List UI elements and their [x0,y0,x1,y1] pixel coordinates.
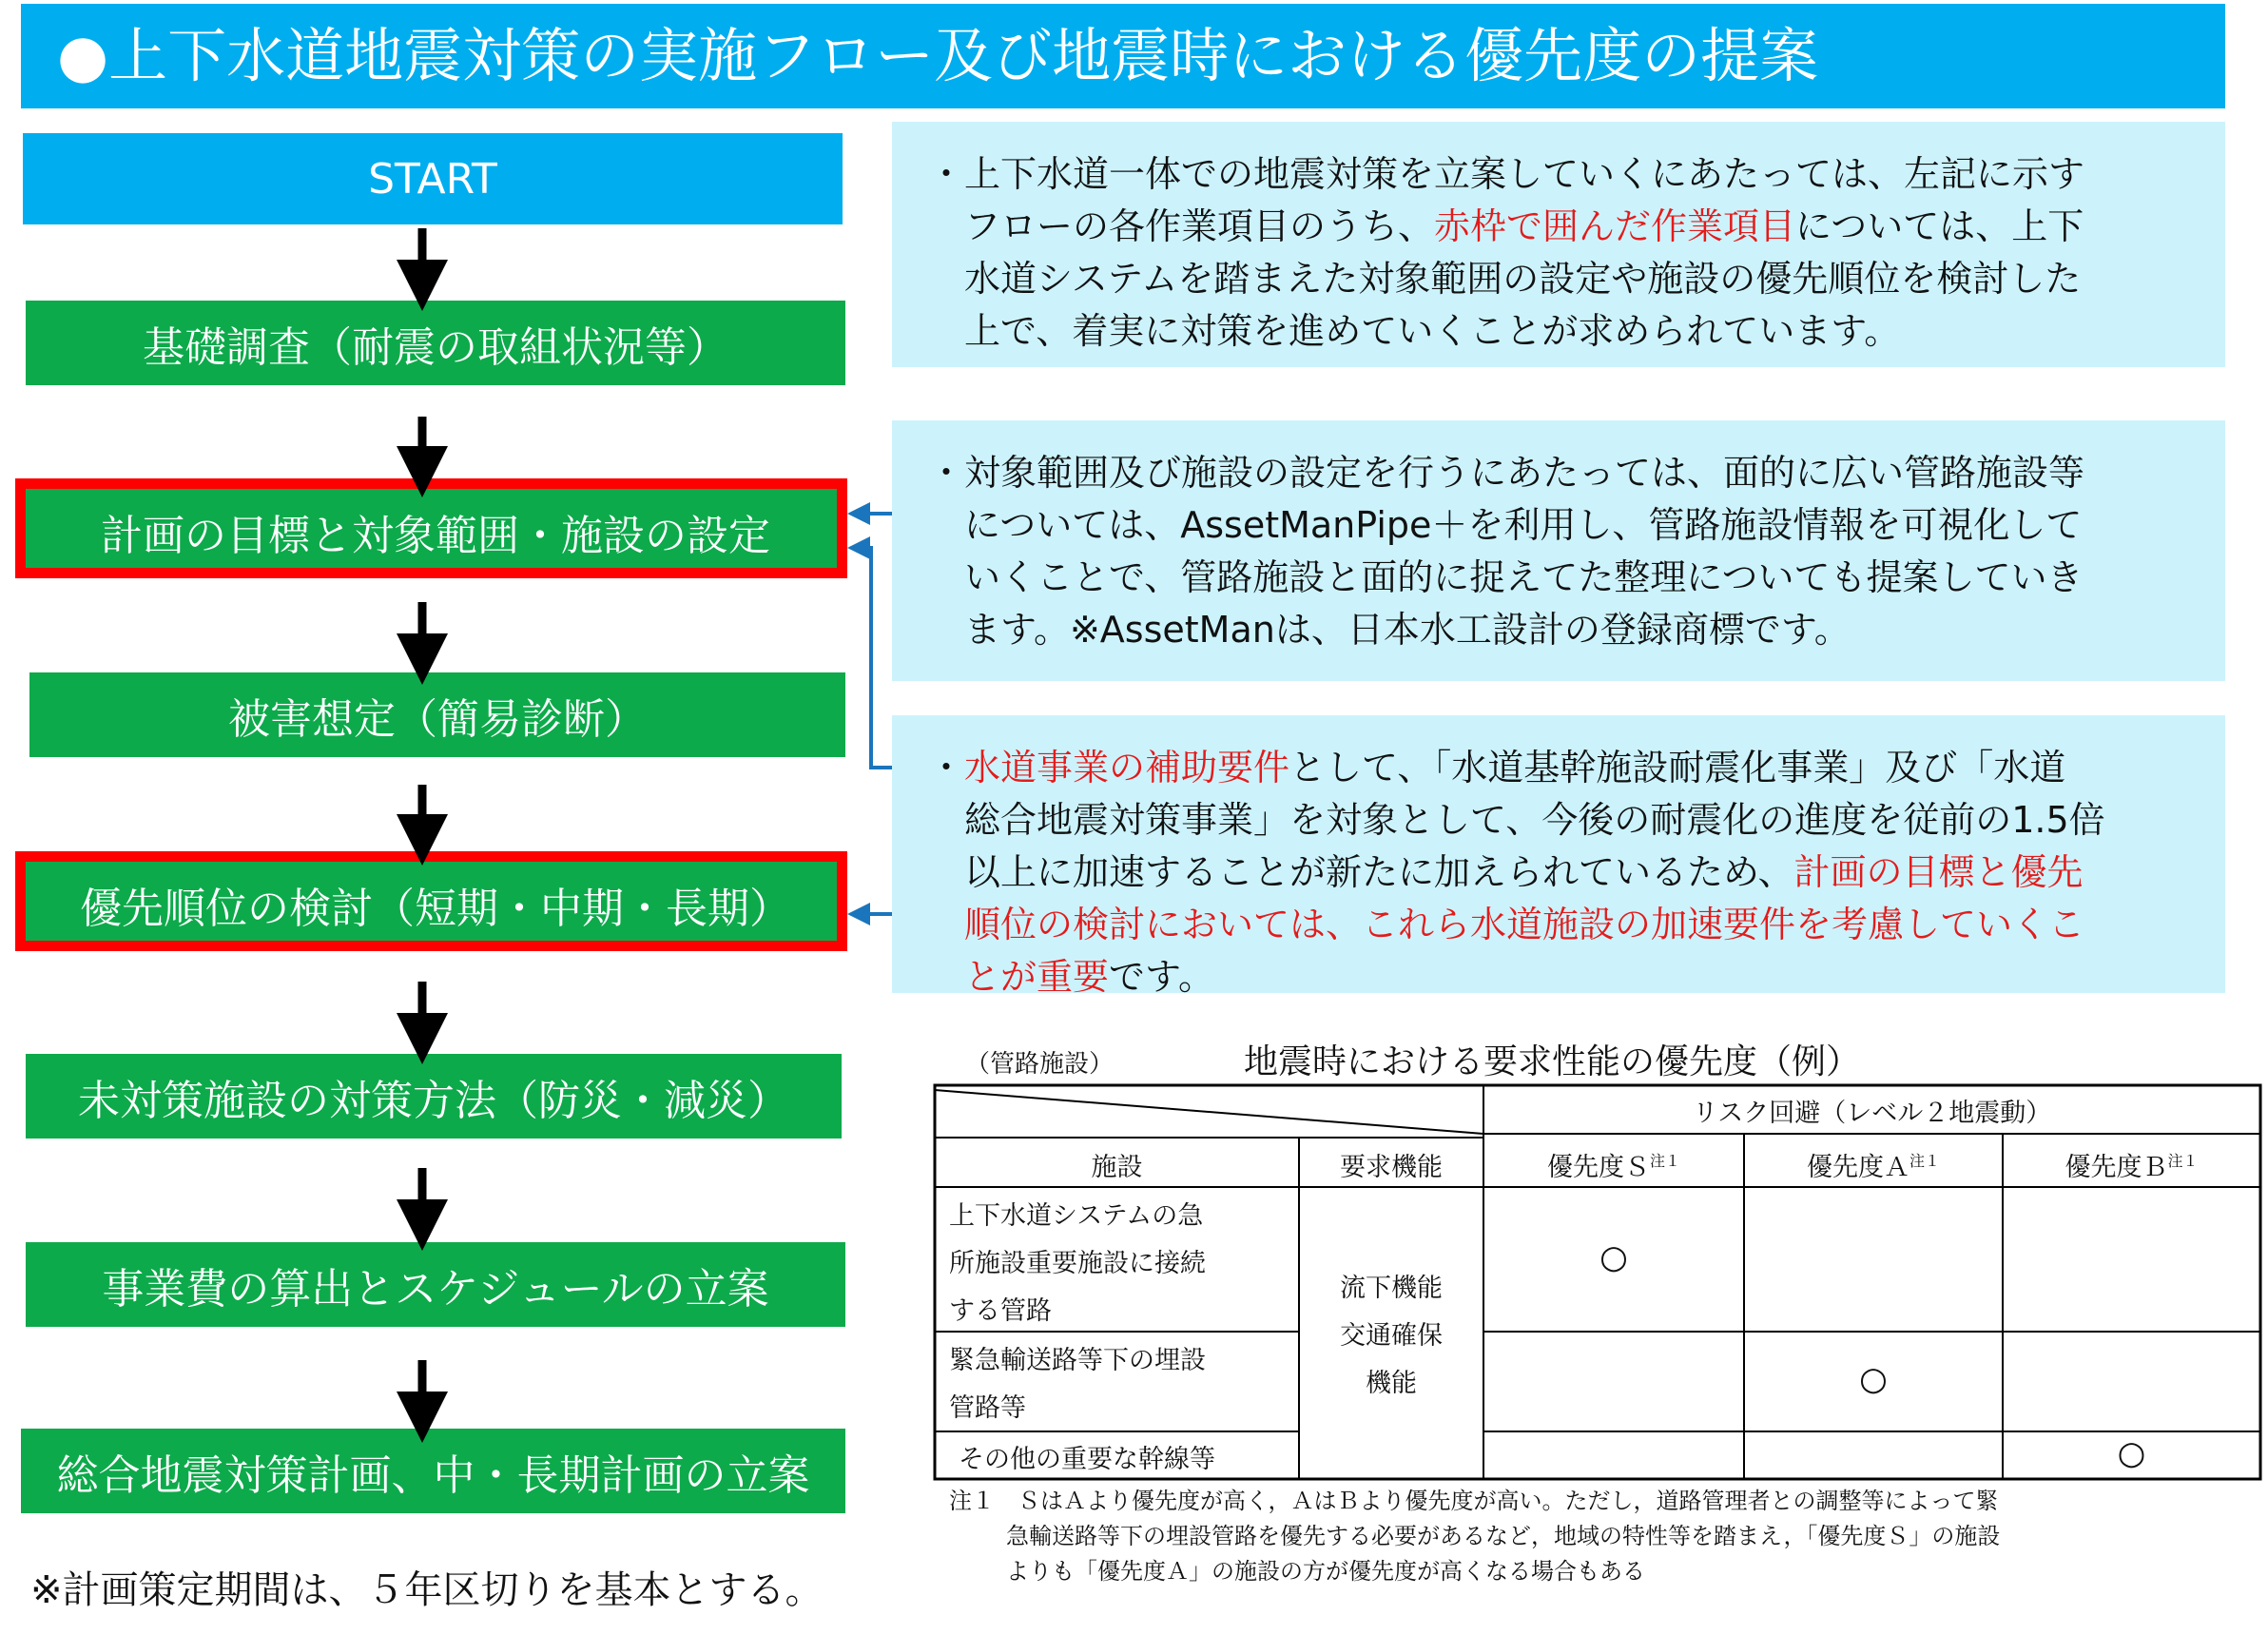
table-row-2-facility [949,1337,1206,1432]
function-line3: 機能 [1366,1369,1417,1398]
info3-red-text-3: とが重要 [964,956,1110,998]
header-s-note: 注１ [1649,1152,1680,1170]
info3-bullet: ・ [928,747,965,788]
flow-step-priority: 優先順位の検討（短期・中期・長期） [26,862,845,946]
function-line2: 交通確保 [1340,1321,1443,1351]
table-header-function: 要求機能 [1340,1153,1443,1182]
info3-line3-text: 以上に加速することが新たに加えられているため、 [964,851,1794,893]
row2-facility-line1: 緊急輸送路等下の埋設 [949,1346,1206,1375]
info3-red-text-2: 計画の目標と優先 [1793,851,2084,893]
table-note-line2: 急輸送路等下の埋設管路を優先する必要があるなど，地域の特性等を踏まえ，「優先度Ｓ」の施設 [1006,1523,2001,1549]
info1-red-text: 赤枠で囲んだ作業項目 [1434,205,1796,247]
table-group-header: リスク回避（レベル２地震動） [1692,1099,2052,1128]
info1-line2-text-end: については、上下 [1795,205,2084,247]
table-category: （管路施設） [965,1050,1115,1079]
table-note-line3: よりも「優先度Ａ」の施設の方が優先度が高くなる場合もある [1006,1558,1645,1585]
flow-step-plan-goal: 計画の目標と対象範囲・施設の設定 [26,489,845,574]
table-note-line1: 注１ ＳはＡより優先度が高く，ＡはＢより優先度が高い。ただし，道路管理者との調整等によって緊 [949,1488,1999,1514]
header-b-note: 注１ [2167,1152,2199,1170]
row2-facility-line2: 管路等 [949,1393,1026,1423]
flow-step-countermeasure: 未対策施設の対策方法（防災・減災） [26,1054,842,1139]
info2-line4: ます。※AssetManは、日本水工設計の登録商標です。 [964,609,1851,651]
flow-start: START [23,133,843,224]
flow-step-damage-estimate: 被害想定（簡易診断） [29,672,845,757]
table-row-1-mark-s: ○ [1599,1238,1628,1276]
table-header-facility: 施設 [1091,1153,1143,1182]
info3-line5-text: です。 [1109,956,1214,998]
info2-line1: ・対象範囲及び施設の設定を行うにあたっては、面的に広い管路施設等 [928,452,2085,494]
header-a-note: 注１ [1909,1152,1940,1170]
row1-facility-line1: 上下水道システムの急 [949,1201,1204,1231]
table-header-b [2003,1146,2260,1183]
page-title: ●上下水道地震対策の実施フロー及び地震時における優先度の提案 [21,4,2225,108]
info1-line1: ・上下水道一体での地震対策を立案していくにあたっては、左記に示す [928,153,2085,195]
table-header-a [1744,1146,2003,1183]
function-line1: 流下機能 [1340,1274,1443,1303]
info3-line2: 総合地震対策事業」を対象として、今後の耐震化の進度を従前の1.5倍 [964,799,2105,841]
table-function-cell [1299,1265,1483,1408]
row1-facility-line3: する管路 [949,1296,1052,1326]
info3-red-text-1: 水道事業の補助要件 [964,747,1290,788]
table-row-3-mark-b: ○ [2117,1434,2146,1472]
table-row-2-mark-a: ○ [1859,1360,1888,1398]
table-title: 地震時における要求性能の優先度（例） [1244,1042,1861,1081]
row1-facility-line2: 所施設重要施設に接続 [949,1249,1206,1278]
info1-line4: 上で、着実に対策を進めていくことが求められています。 [964,310,1901,352]
info3-line4: 順位の検討においては、これら水道施設の加速要件を考慮していくこ [964,904,2085,945]
info1-line2-text: フローの各作業項目のうち、 [964,205,1435,247]
header-b-label: 優先度Ｂ [2064,1153,2168,1182]
info2-line3: いくことで、管路施設と面的に捉えてた整理についても提案していき [964,556,2084,598]
table-header-s [1483,1146,1744,1183]
info1-line3: 水道システムを踏まえた対象範囲の設定や施設の優先順位を検討した [964,258,2082,300]
table-note [949,1484,2000,1589]
table-row-1-facility [949,1193,1206,1335]
flow-step-basic-survey: 基礎調査（耐震の取組状況等） [26,301,845,385]
plan-period-note: ※計画策定期間は、５年区切りを基本とする。 [30,1568,824,1612]
flow-step-cost-schedule: 事業費の算出とスケジュールの立案 [26,1242,845,1327]
flow-step-final-plan: 総合地震対策計画、中・長期計画の立案 [21,1429,845,1513]
header-a-label: 優先度Ａ [1806,1153,1909,1182]
info2-line2: については、AssetManPipe＋を利用し、管路施設情報を可視化して [964,504,2083,546]
info3-line1-text: として、「水道基幹施設耐震化事業」及び「水道 [1289,747,2066,788]
table-row-3-facility: その他の重要な幹線等 [959,1445,1215,1474]
header-s-label: 優先度Ｓ [1546,1153,1650,1182]
